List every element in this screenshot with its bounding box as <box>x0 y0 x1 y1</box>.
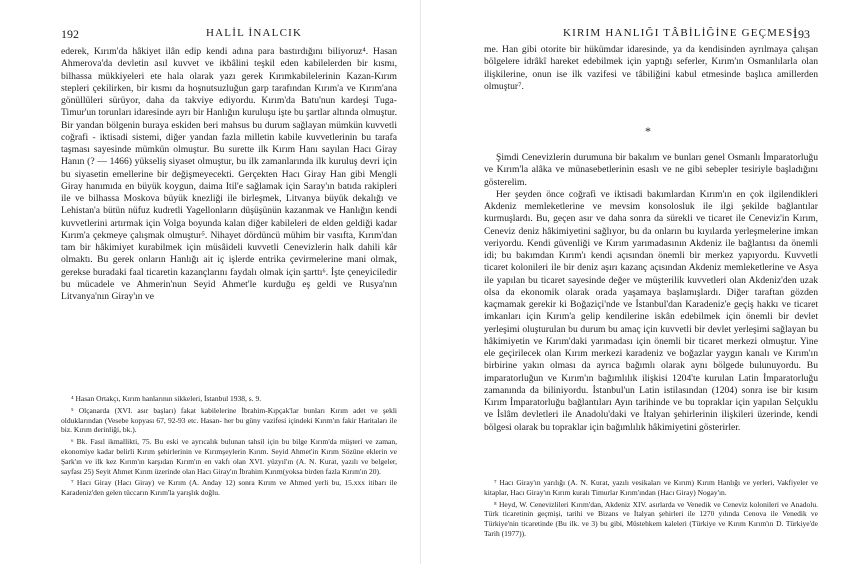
right-page-number: 193 <box>792 27 810 41</box>
paragraph: ederek, Kırım'da hâkiyet ilân edip kendi adına para bastırdığını biliyoruz⁴. Hasan Ahmerova'da devletin asıl kuvvet ve ikbâlini teşkil eden kabilelerden bir kısmı, bilhassa mükkiyeleri ete hala olarak yazı gerek Kırımkabilelerinin Kazan-Kırım stepleri çekilirken, bir kısmı da hoşnutsuzluğun garp tarafından Kırım'a ve Kırım'ana gönüllüleri sürüyor, daha da takviye ediyordu. Kırım'da Batu'nun kardeşi Tuga-Timur'un torunları idaresinde ayrı bir Hanlığın kuruluşu işte bu şartlar altında olmuştur. Bir yandan bölgenin buraya eskiden beri mahsus bu durum sağlayan mümkün kuvvetli coğrafi - iktisadi sistemi, diğer yandan fazla milletin kabile kuvvetlerinin bu tarafa taşması sayesinde mümkün olmuştur. Bu surette ilk Kırım Hanı sayılan Hacı Giray Hanın (? — 1466) yükseliş siyaset olmuştur, bu ilk zamanlarında ilk kuruluş devri için bu siyasetin emellerine bir değişmeyecekti. Gerçekten Hacı Giray Han gibi Mengli Giray hanımıda en büyük koygun, daima Itil'e sağlamak için Saray'ın batıda rakipleri ile ve bilhassa Moskova büyük knezliği ile birleşmek, Litvanya büyük dekalığı ve Lehistan'a bütün nüfuz kudretli Yagellonların düşüşünün kazanmak ve Hanlığın kendi kuvvetlerini artırmak için Volga boyunda kalan diğer kabileleri de elden geldiği kadar Kırım'a çekmeye çalışmak olmuştur⁵. Nihayet dördüncü mühim bir vasıfta, Kırım'dan tam bir hâkimiyet kurabilmek için müsâideli kuvvetli Cenevizlerin halk dahili kâr olmaktı. Bu gerek onların Hanlığı ait iç işlerde entrika çevirmelerine mani olmak, gerekse buradaki faal ticaretin kazançlarını faydalı olmak için şarttı⁶. İşte çeneyiciledir bu mücadele ve Ahmerin'nun Seyid Ahmet'le kurduğu eş geldi ve Rusya'nın Litvanya'nın Giray'ın ve <box>61 46 397 302</box>
footnote: ⁷ Hacı Giray (Hacı Giray) ve Kırım (A. Anday 12) sonra Kırım ve Ahmed yerli bu, 15.xxx itibarı ile Karadeniz'den gelen tüccarın Kırım'la yarışlık doğlu. <box>61 478 397 498</box>
left-body-text <box>61 46 397 303</box>
left-page-number: 192 <box>61 27 79 41</box>
paragraph: Şimdi Cenevizlerin durumuna bir bakalım ve bunları genel Osmanlı İmparatorluğu ve Kırım'la alâka ve münasebetlerinin esaslı ve ne gibi sebepler tesiriyle başladığını gösterelim. <box>484 152 818 188</box>
footnote: ⁶ Bk. Fasıl ikmallikti, 75. Bu eski ve ayrıcalık bulunan tahsil için bu bilge Kırım'da müşteri ve zaman, ekonomiye kadar belirli Kırım şehirlerinin ve Kırımşeylerin Kırım. Seyid Ahmet'in Kırım Sözüne eklerin ve Şark'ın ve ilk kez Kırım'ın karşıdan Kırım'ın en vakfı olan XVI. yüzyıl'ın (A. N. Kurat, yazılı ve belgeler, sayfası 25) Seyit Ahmet Kırım üzerinde olan Hacı Giray'ın İbrahim Kırım(yoksa birden fazla Kırım'ın 20). <box>61 437 397 476</box>
paragraph: me. Han gibi otorite bir hükümdar idaresinde, ya da kendisinden ayrılmaya çalışan bölgelere idrâkî hareket edebilmek için yaptığı seferler, Kırım'ın Osmanlılarla olan ilişkilerine, onun ise ilk vazifesi ve tâbiliğini kabul etmesinde başlıca amillerden olmuştur⁷. <box>484 44 818 92</box>
paragraph: Her şeyden önce coğrafi ve iktisadi bakımlardan Kırım'ın en çok ilgilendikleri Akdeniz memleketlerine ve mevsim konsolosluk ile ilgi şekilde bağlantılar kurmuşlardı. Bu, geçen asır ve daha sonra da sürekli ve ticaret ile Ceneviz'in Kırım, Ceneviz deniz hâkimiyetini sağlıyor, bu da onların bu kıyılarda yerleşmelerine imkan veriyordu. Kendi güvenliği ve Kırım yarımadasının Akdeniz ile bağlantısı da önemli idi; bu bakımdan Kırım'ı kendi açısından önemli bir merkez yapıyordu. Kuvvetli ticaret kolonileri ile bir deniz aşırı kazanç açısından Akdeniz memleketlerine ve Asya ile yapılan bu ticaret sayesinde değer ve müşterilik kuvvetleri olan Akdeniz'den uzak olsa da ekonomik olarak orada yaşamaya başlamışlardı. Diğer taraftan gözden kaçmamak gerekir ki Boğaziçi'nde ve İstanbul'dan Karadeniz'e geçiş hakkı ve ticaret imkanları için Kırım'a gelip kendilerine iskân edebilmek için önemli bir devlet yerleşimi oluşturulan bu durum bu amaç için kuvvetli bir devlet yerleşimi sağlayan bu hâkimiyetin ve Kırım'daki yarımadası için önemli bir ticaret merkezi olmuştur. Yine ele geçirilecek olan Kırım merkezi karadeniz ve boğazlar yaygın kanalı ve Kırım'ın birbirine yakın olması da ayrıca bağımlı olarak aynı bölgede bulunuyordu. Bu imparatorluğun ve Kırım'ın bağımlılık ilişkisi 1204'te kurulan Latin İmparatorluğu zamanında da biliniyordu. İstanbul'un Latin istilasından (1204) sonra ise bir kısım Kırım İmparatorluğu bağlantıları Ayın tarihinde ve bu topraklar için yapılan Selçuklu ve İslâm devletleri ile Anadolu'daki ve İtalyan şehirlerinin ilişkileri üzerinde, kendi bölgesi olarak bu topraklar için bağımlılık hâkimiyetini gösterirler. <box>484 188 818 433</box>
right-page <box>421 0 842 564</box>
footnote: ⁵ Olçanarda (XVI. asır başları) fakat kabilelerine İbrahim-Kıpçak'lar bunları Kırım adet ve şekli olduklarından (Vesebe kopyası 67, 92-93 etc. Hasan- her bu güny vazifesi içindeki Kırım'ın fakir Haritaları ile biz. Kırım derinliği, bk.). <box>61 405 397 435</box>
left-footnotes <box>61 394 397 500</box>
left-running-head: HALİL İNALCIK <box>206 27 303 39</box>
section-separator: * <box>645 124 653 138</box>
footnote: ⁷ Hacı Giray'ın yarılığı (A. N. Kurat, yazılı vesikaları ve Kırım) Kırım Hanlığı ve yerleri, Vakfiyeler ve kitaplar, Hacı Giray'ın Kırım kuralı Timurlar Kırım'ından (Hacı Giray) Nogay'ın. <box>484 478 818 497</box>
footnote: ⁴ Hasan Ortakçı, Kırım hanlarının sikkeleri, İstanbul 1938, s. 9. <box>71 394 262 403</box>
footnote: ⁸ Heyd, W. Cenevizlileri Kırım'dan, Akdeniz XIV. asırlarda ve Venedik ve Ceneviz kolonileri ve Anadolu. Türk ticaretinin geçmişi, tarihi ve Bizans ve İtalyan şehirleri ile 1270 yılında Cenova ile Venedik ve Türkiye'nin ticaretinde (Bu ilk. ve 3) bu gibi, Müstehkem kaleleri (Türkiye ve Kırım Kırım'ın D. Türkiye'de Tarih (1977)). <box>484 499 818 538</box>
right-footnotes <box>484 478 818 541</box>
right-running-head: KIRIM HANLIĞI TÂBİLİĞİNE GEÇMESİ <box>563 27 799 39</box>
right-body-intro <box>484 44 818 93</box>
right-body-text <box>484 152 818 434</box>
